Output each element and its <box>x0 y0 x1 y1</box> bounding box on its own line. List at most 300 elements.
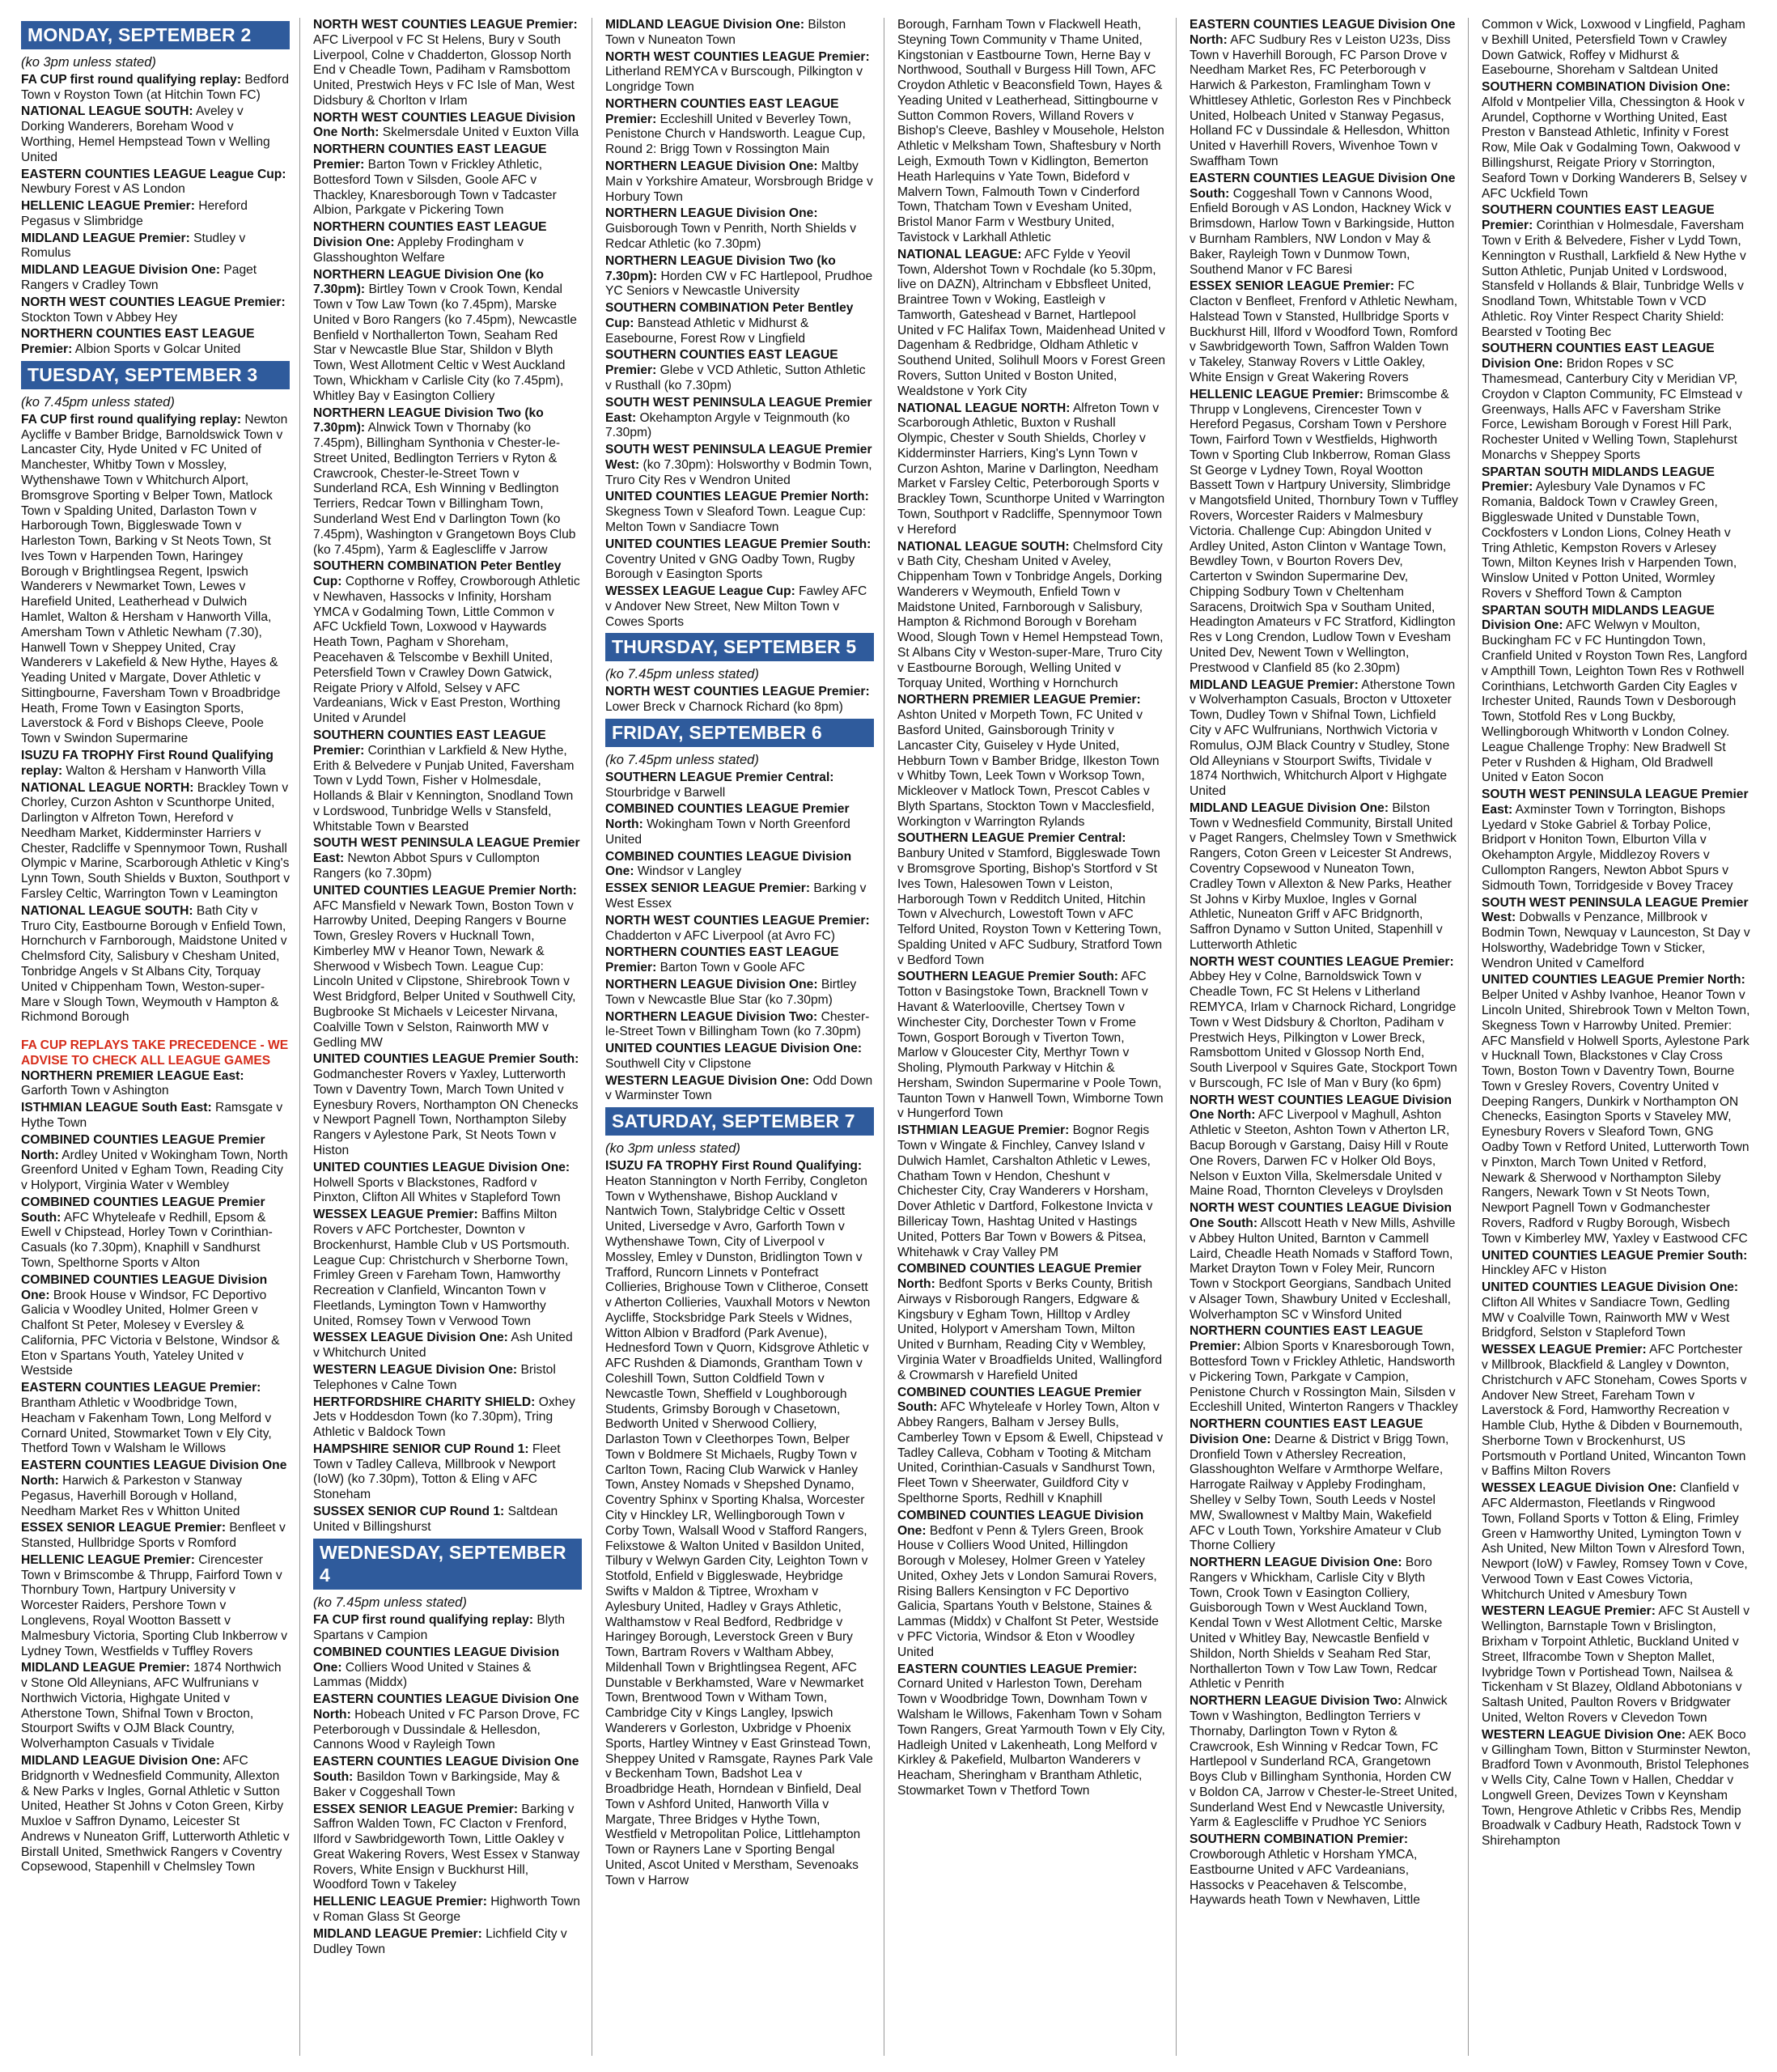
fixture-list: Newbury Forest v AS London <box>21 182 185 197</box>
fixture-entry <box>897 1509 1166 1661</box>
fixture-list: Chadderton v AFC Liverpool (at Avro FC) <box>605 928 835 943</box>
fixture-entry <box>21 1069 290 1100</box>
competition-heading: ISTHMIAN LEAGUE South East: <box>21 1101 212 1115</box>
competition-heading: ISTHMIAN LEAGUE Premier: <box>897 1123 1070 1138</box>
fixture-list: Hobeach United v FC Parson Drove, FC Peterborough v Dussindale & Hellesdon, Cannons Wood v Rayleigh Town <box>313 1707 580 1752</box>
competition-heading: SOUTHERN LEAGUE Premier Central: <box>605 770 834 784</box>
fixture-list: Barking v West Essex <box>605 881 867 911</box>
competition-heading: NORTHERN LEAGUE Division One: <box>605 159 818 174</box>
fixture-list: Wokingham Town v North Greenford United <box>605 817 850 847</box>
fixture-list: AEK Boco v Gillingham Town, Bitton v Sturminster Newton, Bradford Town v Avonmouth, Bristol Telephones v Wells City, Calne Town v Hallen, Cheddar v Longwell Green, Devizes Town v Keynsham Town, Hengrove Athletic v Cribbs Res, Mendip Broadwalk v Cadbury Heath, Radstock Town v Shirehampton <box>1482 1727 1751 1849</box>
competition-heading: COMBINED COUNTIES LEAGUE Premier South: <box>897 1385 1142 1415</box>
fixture-entry <box>313 1645 582 1691</box>
fixture-entry <box>1482 1280 1751 1341</box>
competition-heading: ESSEX SENIOR LEAGUE Premier: <box>21 1521 227 1535</box>
fixture-entry <box>605 396 874 441</box>
competition-heading: NATIONAL LEAGUE SOUTH: <box>21 104 193 119</box>
competition-heading: NORTHERN COUNTIES EAST LEAGUE Premier: <box>21 327 255 357</box>
fixture-list: Southwell City v Clipstone <box>605 1056 752 1071</box>
fixture-entry <box>605 771 874 801</box>
fixture-entry <box>897 831 1166 968</box>
fixture-entry <box>605 914 874 945</box>
competition-heading: COMBINED COUNTIES LEAGUE Premier North: <box>605 802 850 832</box>
fixture-entry <box>605 254 874 299</box>
fixture-list: AFC Sudbury Res v Leiston U23s, Diss Town v Haverhill Borough, FC Parson Drove v Needham Market Res, FC Peterborough v Harwich & Parkeston, Framlingham Town v Whittlesey Athletic, Gorleston Res v Pinchbeck United, Holbeach United v Stanway Pegasus, Holland FC v Dussindale & Hellesdon, Whitton United v Haverhill Rovers, Wivenhoe Town v Swaffham Town <box>1190 32 1452 169</box>
fixtures-column-1 <box>21 18 300 2056</box>
competition-heading: NATIONAL LEAGUE NORTH: <box>897 401 1071 415</box>
kickoff-note: (ko 7.45pm unless stated) <box>605 752 759 767</box>
fixture-list: Barton Town v Goole AFC <box>659 961 805 975</box>
fixture-list: Ashton United v Morpeth Town, FC United v Basford United, Gainsborough Trinity v Lancaster City, Guiseley v Hyde United, Hebburn Town v Bamber Bridge, Ilkeston Town v Whitby Town, Leek Town v Worksop Town, Mickleover v Matlock Town, Prescot Cables v Blyth Spartans, Stockton Town v Macclesfield, Workington v Warrington Rylands <box>897 708 1160 829</box>
fixture-entry <box>313 406 582 558</box>
fixture-list: Harwich & Parkeston v Stanway Pegasus, Haverhill Borough v Holland, Needham Market Res v Whitton United <box>21 1473 242 1518</box>
fixture-list: Chester-le-Street Town v Billingham Town (ko 7.30pm) <box>605 1009 870 1039</box>
fixture-list: Dobwalls v Penzance, Millbrook v Bodmin Town, Newquay v Launceston, St Day v Holsworthy, Wadebridge Town v Sticker, Wendron United v Camelford <box>1482 911 1750 970</box>
fixture-entry <box>21 1661 290 1752</box>
fixture-list: Atherstone Town v Wolverhampton Casuals, Brocton v Uttoxeter Town, Dudley Town v Shifnal Town, Lichfield City v AFC Wulfrunians, Northwich Victoria v Romulus, OJM Black Country v Studley, Stone Old Alleynians v Stourport Swifts, Tividale v 1874 Northwich, Whitchurch Alport v Highgate United <box>1190 677 1456 799</box>
fixture-list: Lichfield City v Dudley Town <box>313 1926 567 1956</box>
fixture-list: Godmanchester Rovers v Yaxley, Lutterworth Town v Daventry Town, March Town United v Eynesbury Rovers, Northampton ON Chenecks v Newport Pagnell Town, Northampton Sileby Rangers v Aylestone Park, St Neots Town v Histon <box>313 1068 579 1158</box>
competition-heading: NORTH WEST COUNTIES LEAGUE Division One North: <box>313 110 576 140</box>
competition-heading: NORTHERN LEAGUE Division Two (ko 7.30pm): <box>605 253 836 283</box>
fixture-list: Saltdean United v Billingshurst <box>313 1505 558 1534</box>
competition-heading: WESSEX LEAGUE League Cup: <box>605 584 795 599</box>
fixture-list: Barking v Saffron Walden Town, FC Clacton v Frenford, Ilford v Sawbridgeworth Town, Little Oakley v Great Wakering Rovers, West Essex v Stanway Rovers, White Ensign v Buckhurst Hill, Woodford Town v Takeley <box>313 1802 580 1892</box>
fixture-entry <box>1190 1417 1458 1554</box>
competition-heading: MIDLAND LEAGUE Premier: <box>21 231 190 245</box>
fixture-entry <box>313 1331 582 1361</box>
competition-heading: EASTERN COUNTIES LEAGUE League Cup: <box>21 167 286 181</box>
fixture-list: Glebe v VCD Athletic, Sutton Athletic v Rusthall (ko 7.30pm) <box>605 363 866 393</box>
fixture-list: Heaton Stannington v North Ferriby, Congleton Town v Wythenshawe, Bishop Auckland v Nantwich Town, Stalybridge Celtic v Ossett United, Liversedge v Avro, Garforth Town v Wythenshawe Town, City of Liverpool v Mossley, Emley v Dunston, Bridlington Town v Trafford, Runcorn Linnets v Pontefract Collieries, Brighouse Town v Clitheroe, Consett v Atherton Collieries, Vauxhall Motors v Newton Aycliffe, Stocksbridge Park Steels v Widnes, Witton Albion v Bradford (Park Avenue), Hednesford Town v Quorn, Kidsgrove Athletic v AFC Rushden & Diamonds, Grantham Town v Coleshill Town, Sutton Coldfield Town v Newcastle Town, Sheffield v Loughborough Students, Grimsby Borough v Chasetown, Bedworth United v Sherwood Colliery, Darlaston Town v Cleethorpes Town, Belper Town v Boldmere St Michaels, Rugby Town v Carlton Town, Racing Club Warwick v Hanley Town, Anstey Nomads v Shepshed Dynamo, Coventry Sphinx v Sporting Khalsa, Worcester City v Hinckley LR, Wellingborough Town v Corby Town, Walsall Wood v Stafford Rangers, Felixstowe & Walton United v Basildon United, Tilbury v Welwyn Garden City, Leighton Town v Stotfold, Enfield v Biggleswade, Heybridge Swifts v Maldon & Tiptree, Wroxham v Aylesbury United, Hadley v Grays Athletic, Walthamstow v Real Bedford, Redbridge v Haringey Borough, Leverstock Green v Bury Town, Bartram Rovers v Waltham Abbey, Mildenhall Town v Brightlingsea Regent, AFC Dunstable v Berkhamsted, Ware v Newmarket Town, Brentwood Town v Witham Town, Cambridge City v Kings Langley, Ipswich Wanderers v Gorleston, Uxbridge v Phoenix Sports, Hartley Wintney v East Grinstead Town, Sheppey United v Ramsgate, Raynes Park Vale v Beckenham Town, Badshot Lea v Broadbridge Heath, Horndean v Binfield, Deal Town v Ashford United, Hanworth Villa v Margate, Three Bridges v Hythe Town, Westfield v Metropolitan Police, Littlehampton Town or Rayners Lane v Sporting Bengal United, Ascot United v Merstham, Sevenoaks Town v Harrow <box>605 1174 873 1887</box>
competition-heading: NATIONAL LEAGUE SOUTH: <box>21 903 193 918</box>
fixture-list: Coventry United v GNG Oadby Town, Rugby Borough v Easington Sports <box>605 552 855 582</box>
competition-heading: NORTHERN LEAGUE Division One: <box>1190 1556 1402 1570</box>
fixture-entry <box>313 836 582 881</box>
fixture-entry <box>21 104 290 165</box>
competition-heading: UNITED COUNTIES LEAGUE Premier North: <box>1482 973 1745 987</box>
competition-heading: EASTERN COUNTIES LEAGUE Premier: <box>897 1662 1138 1676</box>
fixture-list: 1874 Northwich v Stone Old Alleynians, AFC Wulfrunians v Northwich Victoria, Highgate United v Atherstone Town, Shifnal Town v Brocton, Stourport Swifts v OJM Black Country, Wolverhampton Casuals v Tividale <box>21 1661 282 1751</box>
competition-heading: NORTHERN COUNTIES EAST LEAGUE Division One: <box>313 220 547 249</box>
competition-heading: MIDLAND LEAGUE Premier: <box>21 1661 190 1675</box>
kickoff-note: (ko 7.45pm unless stated) <box>21 394 175 410</box>
competition-heading: SOUTHERN COMBINATION Peter Bentley Cup: <box>313 559 562 589</box>
competition-heading: NORTHERN PREMIER LEAGUE Premier: <box>897 693 1141 707</box>
fixture-list: Bridon Ropes v SC Thamesmead, Canterbury City v Meridian VP, Croydon v Clapton Community, FC Elmstead v Greenways, Halls AFC v Faversham Strike Force, Lewisham Borough v Forest Hill Park, Rochester United v Welling Town, Staplehurst Monarchs v Sheppey Sports <box>1482 357 1743 462</box>
competition-heading: SOUTHERN LEAGUE Premier Central: <box>897 831 1126 846</box>
fixture-list: Stockton Town v Abbey Hey <box>21 310 178 325</box>
fixture-list: Brantham Athletic v Woodbridge Town, Heacham v Fakenham Town, Long Melford v Cornard United, Stowmarket Town v Ely City, Thetford Town v Walsham le Willows <box>21 1396 272 1456</box>
fixture-entry <box>313 1755 582 1800</box>
replay-warning: FA CUP REPLAYS TAKE PRECEDENCE - WE ADVISE TO CHECK ALL LEAGUE GAMES <box>21 1038 289 1068</box>
fixture-entry <box>313 1395 582 1441</box>
day-header: TUESDAY, SEPTEMBER 3 <box>21 361 290 389</box>
fixture-list: Dearne & District v Brigg Town, Dronfield Town v Athersley Recreation, Glasshoughton Welfare v Armthorpe Welfare, Harrogate Railway v Appleby Frodingham, Shelley v Selby Town, South Leeds v Nostel MW, Swallownest v Maltby Main, Wakefield AFC v Louth Town, Yorkshire Amateur v Club Thorne Colliery <box>1190 1432 1449 1553</box>
competition-heading: COMBINED COUNTIES LEAGUE Premier North: <box>21 1132 265 1162</box>
competition-heading: NORTH WEST COUNTIES LEAGUE Division One South: <box>1190 1201 1453 1230</box>
fixture-entry <box>21 168 290 198</box>
fixture-list: Bilston Town v Nuneaton Town <box>605 18 846 47</box>
fixture-list: Windsor v Langley <box>637 864 742 879</box>
competition-heading: HAMPSHIRE SENIOR CUP Round 1: <box>313 1441 529 1456</box>
fixtures-column-6 <box>1482 18 1761 2056</box>
fixture-list: AFC Liverpool v FC St Helens, Bury v South Liverpool, Colne v Chadderton, Glossop North End v Cheadle Town, Padiham v Ramsbottom United, Prestwich Heys v FC Isle of Man, West Didsbury & Chorlton v Irlam <box>313 32 575 108</box>
fixture-entry <box>897 970 1166 1122</box>
fixture-list: Banbury United v Stamford, Biggleswade Town v Bromsgrove Sporting, Bishop's Stortford v St Ives Town, Halesowen Town v Leiston, Harborough Town v Redditch United, Hitchin Town v Alvechurch, Lowestoft Town v AFC Telford United, Royston Town v Kettering Town, Spalding United v AFC Sudbury, Stratford Town v Bedford Town <box>897 847 1163 967</box>
fixture-list: Ardley United v Wokingham Town, North Greenford United v Egham Town, Reading City v Holyport, Virginia Water v Wembley <box>21 1148 288 1193</box>
fixture-entry <box>897 693 1166 830</box>
fixture-list: Skegness Town v Sleaford Town. League Cup: Melton Town v Sandiacre Town <box>605 505 866 534</box>
competition-heading: SOUTHERN LEAGUE Premier South: <box>897 970 1118 984</box>
competition-heading: NORTHERN LEAGUE Division Two: <box>605 1009 818 1024</box>
fixture-entry <box>313 142 582 219</box>
competition-heading: SPARTAN SOUTH MIDLANDS LEAGUE Division One: <box>1482 603 1715 633</box>
fixture-entry <box>1482 788 1751 894</box>
fixture-list: Birtley Town v Newcastle Blue Star (ko 7.30pm) <box>605 977 857 1007</box>
fixture-list: AFC Bridgnorth v Wednesfield Community, Allexton & New Parks v Ingles, Gornal Athletic v Sutton United, Heather St Johns v Coton Green, Kirby Muxloe v Saffron Dynamo, Leicester St Andrews v Nuneaton Griff, Lutterworth Athletic v Birstall United, Smethwick Rangers v Coventry Copsewood, Stapenhill v Chelmsley Town <box>21 1754 290 1875</box>
competition-heading: WESTERN LEAGUE Premier: <box>1482 1604 1656 1619</box>
fixture-entry <box>1482 1728 1751 1849</box>
fixture-entry <box>21 1553 290 1659</box>
fixture-entry <box>1190 678 1458 800</box>
fixture-entry <box>313 884 582 1051</box>
competition-heading: NORTHERN LEAGUE Division One (ko 7.30pm): <box>313 267 545 297</box>
competition-heading: NORTHERN LEAGUE Division One: <box>605 206 818 221</box>
competition-heading: EASTERN COUNTIES LEAGUE Division One South: <box>1190 171 1456 201</box>
fixture-entry <box>1482 896 1751 972</box>
fixture-list: Colliers Wood United v Staines & Lammas (Middx) <box>313 1660 532 1690</box>
fixture-list: Horden CW v FC Hartlepool, Prudhoe YC Seniors v Newcastle University <box>605 269 873 299</box>
fixture-entry <box>1190 18 1458 170</box>
fixture-list: Abbey Hey v Colne, Barnoldswick Town v Cheadle Town, FC St Helens v Litherland REMYCA, Irlam v Charnock Richard, Longridge Town v West Didsbury & Chorlton, Padiham v Prestwich Heys, Pilkington v Lower Breck, Ramsbottom United v Glossop North End, South Liverpool v Squires Gate, Stockport Town v Burscough, FC Isle of Man v Bury (ko 6pm) <box>1190 970 1457 1090</box>
fixture-list: Fawley AFC v Andover New Street, New Milton Town v Cowes Sports <box>605 584 867 629</box>
competition-heading: EASTERN COUNTIES LEAGUE Division One North: <box>1190 18 1456 47</box>
competition-heading: EASTERN COUNTIES LEAGUE Division One North: <box>313 1692 579 1722</box>
fixture-list: Chelmsford City v Bath City, Chesham United v Aveley, Chippenham Town v Tonbridge Angels, Dorking Wanderers v Weymouth, Enfield Town v Maidstone United, Farnborough v Salisbury, Hampton & Richmond Borough v Boreham Wood, Slough Town v Hemel Hempstead Town, St Albans City v Weston-super-Mare, Truro City v Eastbourne Borough, Welling United v Torquay United, Worthing v Hornchurch <box>897 539 1164 690</box>
fixture-list: Basildon Town v Barkingside, May & Baker v Coggeshall Town <box>313 1770 560 1799</box>
fixtures-column-4 <box>897 18 1177 2056</box>
competition-heading: COMBINED COUNTIES LEAGUE Premier South: <box>21 1195 265 1225</box>
fixture-list: Banstead Athletic v Midhurst & Easebourne, Forest Row v Lingfield <box>605 316 809 346</box>
competition-heading: NATIONAL LEAGUE: <box>897 247 1022 261</box>
fixture-list: Eccleshill United v Beverley Town, Penistone Church v Handsworth. League Cup, Round 2: Brigg Town v Rossington Main <box>605 112 866 157</box>
competition-heading: SOUTHERN COUNTIES EAST LEAGUE Premier: <box>605 348 838 378</box>
fixture-list: Bilston Town v Wednesfield Community, Birstall United v Paget Rangers, Chelmsley Town v Smethwick Rangers, Coton Green v Leicester St Andrews, Coventry Copsewood v Nuneaton Town, Cradley Town v Allexton & New Parks, Heather St Johns v Kirby Muxloe, Ingles v Gornal Athletic, Nuneaton Griff v AFC Bridgnorth, Saffron Dynamo v Sutton United, Stapenhill v Lutterworth Athletic <box>1190 800 1457 952</box>
fixture-entry <box>605 206 874 252</box>
fixture-list: AFC Portchester v Millbrook, Blackfield & Langley v Downton, Christchurch v AFC Stoneham, Cowes Sports v Andover New Street, Fareham Town v Laverstock & Ford, Hamworthy Recreation v Hamble Club, Hythe & Dibden v Bournemouth, Sherborne Town v Brockenhurst, US Portsmouth v Portland United, Wincanton Town v Baffins Milton Rovers <box>1482 1343 1747 1479</box>
fixture-entry <box>1190 1556 1458 1692</box>
competition-heading: HELLENIC LEAGUE Premier: <box>21 199 195 214</box>
competition-heading: COMBINED COUNTIES LEAGUE Division One: <box>21 1272 268 1302</box>
fixture-entry <box>605 490 874 535</box>
fixture-entry <box>313 1895 582 1926</box>
competition-heading: FA CUP first round qualifying replay: <box>21 72 242 87</box>
fixture-entry <box>313 1208 582 1329</box>
fixture-entry <box>605 443 874 488</box>
fixture-list: AFC Whyteleafe v Horley Town, Alton v Abbey Rangers, Balham v Jersey Bulls, Camberley Town v Epsom & Ewell, Chipstead v Tadley Calleva, Cobham v Tooting & Mitcham United, Corinthian-Casuals v Sandhurst Town, Fleet Town v Sheerwater, Guildford City v Spelthorne Sports, Redhill v Knaphill <box>897 1400 1164 1505</box>
fixture-entry <box>1482 1249 1751 1280</box>
fixture-entry <box>21 1133 290 1194</box>
competition-heading: ESSEX SENIOR LEAGUE Premier: <box>605 881 811 896</box>
fixture-entry <box>21 263 290 294</box>
competition-heading: HELLENIC LEAGUE Premier: <box>313 1895 487 1909</box>
competition-heading: ISUZU FA TROPHY First Round Qualifying replay: <box>21 749 274 778</box>
fixture-entry <box>605 301 874 346</box>
fixture-list: Litherland REMYCA v Burscough, Pilkington v Longridge Town <box>605 65 863 95</box>
fixture-list: Clifton All Whites v Sandiacre Town, Gedling MW v Coalville Town, Rainworth MW v West Bridgford, Selston v Stapleford Town <box>1482 1295 1730 1340</box>
fixture-list: Paget Rangers v Cradley Town <box>21 263 257 293</box>
fixture-entry <box>1190 172 1458 278</box>
fixture-entry <box>1190 388 1458 677</box>
competition-heading: ESSEX SENIOR LEAGUE Premier: <box>313 1802 519 1816</box>
fixture-list: AFC Mansfield v Newark Town, Boston Town v Harrowby United, Deeping Rangers v Bourne Town, Gresley Rovers v Hucknall Town, Kimberley MW v Heanor Town, Newark & Sherwood v Wisbech Town. League Cup: Lincoln United v Clipstone, Shirebrook Town v West Bridgford, Belper United v Southwell City, Bugbrooke St Michaels v Leicester Nirvana, Coalville Town v Selston, Rainworth MW v Gedling MW <box>313 898 576 1050</box>
competition-heading: WESSEX LEAGUE Division One: <box>1482 1481 1677 1496</box>
competition-heading: MIDLAND LEAGUE Division One: <box>21 1754 221 1768</box>
fixture-entry <box>21 1101 290 1132</box>
fixture-entry <box>313 1505 582 1535</box>
fixture-list: Allscott Heath v New Mills, Ashville v Abbey Hulton United, Barnton v Cammell Laird, Cheadle Heath Nomads v Stafford Town, Market Drayton Town v Foley Meir, Runcorn Town v Stockport Georgians, Sandbach United v Alsager Town, Shawbury United v Eccleshall, Wolverhampton SC v Winsford United <box>1190 1216 1456 1322</box>
fixture-entry <box>21 749 290 779</box>
kickoff-note: (ko 7.45pm unless stated) <box>605 667 759 682</box>
fixture-entry <box>21 904 290 1025</box>
competition-heading: NORTH WEST COUNTIES LEAGUE Premier: <box>605 685 870 699</box>
fixture-list: AFC Welwyn v Moulton, Buckingham FC v FC Huntingdon Town, Cranfield United v Royston Town Res, Langford v Ampthill Town, Leighton Town Res v Rothwell Corinthians, Letchworth Garden City Eagles v Irchester United, Raunds Town v Desborough Town, Stotfold Res v Long Buckby, Wellingborough Whitworth v London Colney. League Challenge Trophy: New Bradwell St Peter v Rushden & Higham, Old Bradwell United v Eaton Socon <box>1482 618 1748 785</box>
fixture-entry <box>313 220 582 265</box>
fixture-entry <box>21 199 290 230</box>
fixture-list: Aylesbury Vale Dynamos v FC Romania, Baldock Town v Crawley Green, Biggleswade United v Dunstable Town, Cockfosters v London Lions, Colney Heath v Tring Athletic, Kempston Rovers v Arlesey Town, Milton Keynes Irish v Harpenden Town, Winslow United v Potton United, Wormley Rovers v Shefford Town & Campton <box>1482 480 1737 601</box>
kickoff-note: (ko 3pm unless stated) <box>21 54 156 70</box>
competition-heading: WESSEX LEAGUE Premier: <box>313 1208 478 1222</box>
fixture-entry <box>897 401 1166 538</box>
competition-heading: UNITED COUNTIES LEAGUE Division One: <box>1482 1280 1739 1295</box>
kickoff-note: (ko 3pm unless stated) <box>605 1140 740 1156</box>
fixture-entry <box>1482 342 1751 463</box>
fixture-list: Aveley v Dorking Wanderers, Boreham Wood v Worthing, Hemel Hempstead Town v Welling United <box>21 104 270 164</box>
fixture-entry <box>313 728 582 834</box>
competition-heading: SOUTH WEST PENINSULA LEAGUE Premier East: <box>1482 788 1749 817</box>
fixture-entry <box>897 1386 1166 1507</box>
fixture-list: Brimscombe & Thrupp v Longlevens, Cirencester Town v Hereford Pegasus, Corsham Town v Pershore Town, Fairford Town v Westfields, Highworth Town v Sporting Club Inkberrow, Roman Glass St George v Lydney Town, Royal Wootton Bassett Town v Hartpury University, Slimbridge v Mangotsfield United, Thornbury Town v Tuffley Rovers, Worcester Raiders v Malmesbury Victoria. Challenge Cup: Abingdon United v Ardley United, Aston Clinton v Wantage Town, Bewdley Town, v Bourton Rovers Dev, Carterton v Swindon Supermarine Dev, Chipping Sodbury Town v Cheltenham Saracens, Droitwich Spa v Southam United, Headington Amateurs v FC Stratford, Kidlington Res v Long Crendon, Ludlow Town v Evesham United Dev, Newent Town v Wellington, Prestwood v Clanfield 85 (ko 2.30pm) <box>1190 387 1458 675</box>
fixture-list: Bedfont v Penn & Tylers Green, Brook House v Colliers Wood United, Hillingdon Borough v Molesey, Holmer Green v Yateley United, Oxhey Jets v London Samurai Rovers, Rising Ballers Kensington v FC Deportivo Galicia, Spartans Youth v Belstone, Staines & Lammas (Middx) v Chalfont St Peter, Westside v PFC Victoria, Windsor & Eton v Woodley United <box>897 1523 1159 1659</box>
fixture-entry <box>1190 1093 1458 1199</box>
competition-heading: FA CUP first round qualifying replay: <box>21 412 242 427</box>
fixture-entry <box>313 1692 582 1753</box>
day-header: MONDAY, SEPTEMBER 2 <box>21 21 290 49</box>
fixture-entry <box>21 295 290 326</box>
fixture-list: Alfold v Montpelier Villa, Chessington & Hook v Arundel, Copthorne v Worthing United, East Preston v Banstead Athletic, Infinity v Forest Row, Mile Oak v Godalming Town, Oakwood v Billingshurst, Reigate Priory v Storrington, Seaford Town v Dorking Wanderers B, Selsey v AFC Uckfield Town <box>1482 95 1747 201</box>
fixture-entry <box>605 1010 874 1041</box>
fixture-list: Common v Wick, Loxwood v Lingfield, Pagham v Bexhill United, Petersfield Town v Crawley Down Gatwick, Roffey v Midhurst & Easebourne, Shoreham v Saltdean United <box>1482 18 1745 78</box>
competition-heading: NORTHERN COUNTIES EAST LEAGUE Premier: <box>313 142 547 172</box>
competition-heading: NORTHERN COUNTIES EAST LEAGUE Premier: <box>1190 1324 1423 1354</box>
fixture-entry <box>1482 604 1751 786</box>
competition-heading: SUSSEX SENIOR CUP Round 1: <box>313 1505 505 1518</box>
fixture-list: Brackley Town v Chorley, Curzon Ashton v Scunthorpe United, Darlington v Alfreton Town, Hereford v Needham Market, Kidderminster Harriers v Chester, Radcliffe v Spennymoor Town, Rushall Olympic v Marine, Scarborough Athletic v King's Lynn Town, South Shields v Buxton, Southport v Farsley Celtic, Warrington Town v Leamington <box>21 780 291 902</box>
competition-heading: NORTHERN LEAGUE Division Two: <box>1190 1694 1402 1709</box>
fixture-entry <box>605 584 874 630</box>
competition-heading: COMBINED COUNTIES LEAGUE Division One: <box>605 849 852 879</box>
fixture-entry <box>313 111 582 142</box>
fixture-list: Albion Sports v Knaresborough Town, Bottesford Town v Frickley Athletic, Handsworth v Pickering Town, Parkgate v Campion, Penistone Church v Rossington Main, Silsden v Eccleshill United, Winterton Rangers v Thackley <box>1190 1340 1458 1415</box>
fixture-list: Crowborough Athletic v Horsham YMCA, Eastbourne United v AFC Vardeanians, Hassocks v Peacehaven & Telscombe, Haywards heath Town v Newhaven, Little <box>1190 1847 1420 1908</box>
competition-heading: UNITED COUNTIES LEAGUE Premier North: <box>605 490 869 504</box>
competition-heading: SOUTHERN COUNTIES EAST LEAGUE Division One: <box>1482 342 1715 372</box>
fixture-list: Brook House v Windsor, FC Deportivo Galicia v Woodley United, Holmer Green v Chalfont St Peter, Molesey v Eversley & California, PFC Victoria v Belstone, Windsor & Eton v Spartans Youth, Yateley United v Westside <box>21 1288 280 1378</box>
competition-heading: SOUTH WEST PENINSULA LEAGUE Premier West: <box>605 443 872 472</box>
fixture-list: Ramsgate v Hythe Town <box>21 1101 283 1130</box>
competition-heading: NORTH WEST COUNTIES LEAGUE Premier: <box>21 295 286 309</box>
fixture-list: Albion Sports v Golcar United <box>74 342 241 357</box>
fixture-list: Axminster Town v Torrington, Bishops Lyedard v Stoke Gabriel & Torbay Police, Bridport v Honiton Town, Elburton Villa v Okehampton Argyle, Middlezoy Rovers v Cullompton Rangers, Newton Abbot Spurs v Sidmouth Town, Torridgeside v Bovey Tracey <box>1482 802 1733 893</box>
competition-heading: NORTHERN LEAGUE Division One: <box>605 977 818 991</box>
fixture-entry <box>21 1521 290 1552</box>
competition-heading: MIDLAND LEAGUE Division One: <box>21 263 221 278</box>
competition-heading: UNITED COUNTIES LEAGUE Premier South: <box>1482 1248 1748 1263</box>
competition-heading: UNITED COUNTIES LEAGUE Premier North: <box>313 883 577 898</box>
fixture-list: AFC Liverpool v Maghull, Ashton Athletic v Steeton, Ashton Town v Atherton LR, Bacup Borough v Garstang, Daisy Hill v Route One Rovers, Darwen FC v Holker Old Boys, Nelson v Euxton Villa, Skelmersdale United v Maine Road, Thornton Cleveleys v Droylsden <box>1190 1108 1450 1199</box>
fixture-entry <box>605 50 874 96</box>
fixture-entry <box>605 97 874 158</box>
fixture-entry <box>605 159 874 205</box>
fixture-entry <box>1482 203 1751 340</box>
fixture-entry <box>313 1613 582 1644</box>
fixture-list: Stourbridge v Barwell <box>605 785 726 800</box>
fixture-entry <box>1482 18 1751 79</box>
fixture-entry <box>605 537 874 583</box>
fixture-list: Holwell Sports v Blackstones, Radford v Pinxton, Clifton All Whites v Stapleford Town <box>313 1175 561 1205</box>
fixture-entry <box>605 18 874 49</box>
competition-heading: NATIONAL LEAGUE SOUTH: <box>897 539 1070 554</box>
fixture-entry <box>897 1262 1166 1383</box>
fixture-entry <box>21 1458 290 1519</box>
fixture-entry <box>21 413 290 747</box>
fixture-entry <box>897 18 1166 246</box>
day-header: SATURDAY, SEPTEMBER 7 <box>605 1107 874 1136</box>
competition-heading: HELLENIC LEAGUE Premier: <box>1190 387 1363 401</box>
fixture-entry <box>21 1381 290 1457</box>
fixture-entry <box>1190 801 1458 953</box>
fixture-list: Bedfont Sports v Berks County, British Airways v Risborough Rangers, Edgware & Kingsbury v Egham Town, Hilltop v Ardley United, Holyport v Amersham Town, Milton United v Burnham, Reading City v Wembley, Virginia Water v Broadfields United, Wallingford & Crowmarsh v Harefield United <box>897 1277 1163 1382</box>
competition-heading: NORTH WEST COUNTIES LEAGUE Premier: <box>1190 954 1454 969</box>
fixture-list: Walton & Hersham v Hanworth Villa <box>66 763 266 778</box>
fixture-list: Odd Down v Warminster Town <box>605 1073 873 1103</box>
competition-heading: NORTHERN LEAGUE Division Two (ko 7.30pm): <box>313 405 544 435</box>
competition-heading: HERTFORDSHIRE CHARITY SHIELD: <box>313 1395 536 1409</box>
competition-heading: ISUZU FA TROPHY First Round Qualifying: <box>605 1159 863 1174</box>
competition-heading: UNITED COUNTIES LEAGUE Division One: <box>313 1160 570 1174</box>
fixture-list: Coggeshall Town v Cannons Wood, Enfield Borough v AS London, Hackney Wick v Brimsdown, Harlow Town v Barkingside, Hutton v Burnham Ramblers, NW London v May & Baker, Rayleigh Town v Dunmow Town, Southend Manor v FC Baresi <box>1190 186 1455 277</box>
competition-heading: WESSEX LEAGUE Premier: <box>1482 1343 1647 1357</box>
competition-heading: SOUTHERN COUNTIES EAST LEAGUE Premier: <box>1482 203 1715 233</box>
competition-heading: EASTERN COUNTIES LEAGUE Division One South: <box>313 1755 579 1784</box>
competition-heading: NORTHERN COUNTIES EAST LEAGUE Division One: <box>1190 1417 1423 1446</box>
fixture-list: Birtley Town v Crook Town, Kendal Town v Tow Law Town (ko 7.45pm), Marske United v Boro Rangers (ko 7.45pm), Newcastle Benfield v Northallerton Town, Seaham Red Star v Newcastle Blue Star, Shildon v Blyth Town, West Allotment Celtic v West Auckland Town, Whickham v Carlisle City (ko 7.45pm), Whitley Bay v Easington Colliery <box>313 282 577 403</box>
fixture-list: Garforth Town v Ashington <box>21 1084 169 1098</box>
fixture-list: Oxhey Jets v Hoddesdon Town (ko 7.30pm), Tring Athletic v Baldock Town <box>313 1395 575 1440</box>
fixture-entry <box>897 248 1166 400</box>
fixture-entry <box>605 1074 874 1105</box>
fixture-entry <box>1482 1604 1751 1726</box>
fixture-list: Corinthian v Holmesdale, Faversham Town v Erith & Belvedere, Fisher v Lydd Town, Kennington v Rusthall, Larkfield & New Hythe v Sutton Athletic, Punjab United v Lordswood, Stansfeld v Hollands & Blair, Tunbridge Wells v Snodland Town, Whitstable Town v VCD Athletic. Roy Vinter Respect Charity Shield: Bearsted v Tooting Bec <box>1482 219 1746 339</box>
competition-heading: SOUTH WEST PENINSULA LEAGUE Premier East: <box>605 395 872 425</box>
fixture-entry <box>1190 1832 1458 1909</box>
competition-heading: UNITED COUNTIES LEAGUE Division One: <box>605 1042 863 1056</box>
fixture-list: Skelmersdale United v Euxton Villa <box>382 125 579 140</box>
fixture-entry <box>313 1161 582 1206</box>
fixture-list: Bristol Telephones v Calne Town <box>313 1362 556 1392</box>
competition-heading: MIDLAND LEAGUE Premier: <box>313 1926 482 1941</box>
competition-heading: COMBINED COUNTIES LEAGUE Division One: <box>313 1645 560 1675</box>
fixture-entry <box>605 348 874 393</box>
fixture-entry <box>605 685 874 715</box>
fixture-list: Maltby Main v Yorkshire Amateur, Worsbrough Bridge v Horbury Town <box>605 159 873 204</box>
fixture-list: Baffins Milton Rovers v AFC Portchester, Downton v Brockenhurst, Hamble Club v US Portsmouth. League Cup: Christchurch v Sherborne Town, Frimley Green v Fareham Town, Hamworthy Recreation v Clanfield, Wincanton Town v Fleetlands, Lymington Town v Hamworthy United, Romsey Town v Verwood Town <box>313 1208 570 1328</box>
fixture-entry <box>1482 1343 1751 1480</box>
fixtures-column-5 <box>1190 18 1469 2056</box>
fixture-entry <box>605 850 874 881</box>
fixture-entry <box>21 73 290 104</box>
kickoff-note: (ko 7.45pm unless stated) <box>313 1595 467 1611</box>
competition-heading: WESTERN LEAGUE Division One: <box>1482 1727 1686 1742</box>
fixture-entry <box>1190 1324 1458 1416</box>
fixture-list: Bath City v Truro City, Eastbourne Borough v Enfield Town, Hornchurch v Farnborough, Maidstone United v Chelmsford City, Salisbury v Chesham United, Tonbridge Angels v St Albans City, Torquay United v Chippenham Town, Weston-super-Mare v Slough Town, Weymouth v Hampton & Richmond Borough <box>21 903 287 1025</box>
competition-heading: WESSEX LEAGUE Division One: <box>313 1331 508 1345</box>
fixture-list: Barton Town v Frickley Athletic, Bottesford Town v Silsden, Goole AFC v Thackley, Knaresborough Town v Tadcaster Albion, Parkgate v Pickering Town <box>313 158 557 218</box>
fixture-list: Alnwick Town v Thornaby (ko 7.45pm), Billingham Synthonia v Chester-le-Street United, Bedlington Terriers v Ryton & Crawcrook, Chester-le-Street Town v Sunderland RCA, Esh Winning v Bedlington Terriers, Redcar Town v Billingham Town, Sunderland West End v Darlington Town (ko 7.45pm), Washington v Grangetown Boys Club (ko 7.45pm), Yarm & Eaglescliffe v Jarrow <box>313 421 576 557</box>
fixture-list: Bognor Regis Town v Wingate & Finchley, Canvey Island v Dulwich Hamlet, Carshalton Athletic v Lewes, Chatham Town v Hendon, Cheshunt v Chichester City, Cray Wanderers v Horsham, Dover Athletic v Dartford, Folkestone Invicta v Billericay Town, Hashtag United v Hastings United, Potters Bar Town v Bowers & Pitsea, Whitehawk v Cray Valley PM <box>897 1123 1153 1259</box>
fixture-entry <box>21 1273 290 1379</box>
fixture-entry <box>313 18 582 109</box>
fixture-entry <box>1482 973 1751 1246</box>
fixture-list: AFC St Austell v Wellington, Barnstaple Town v Brislington, Brixham v Torpoint Athletic, Buckland United v Street, Ilfracombe Town v Shepton Mallet, Ivybridge Town v Portishead Town, Nailsea & Tickenham v St Blazey, Oldland Abbotonians v Saltash United, Paulton Rovers v Bridgwater United, Welton Rovers v Clevedon Town <box>1482 1604 1750 1725</box>
competition-heading: SOUTHERN COMBINATION Division One: <box>1482 80 1731 95</box>
fixture-list: Hereford Pegasus v Slimbridge <box>21 199 248 228</box>
competition-heading: SOUTH WEST PENINSULA LEAGUE Premier East: <box>313 836 580 866</box>
fixture-entry <box>313 1052 582 1158</box>
competition-heading: NORTH WEST COUNTIES LEAGUE Premier: <box>313 18 578 32</box>
fixture-entry <box>1482 80 1751 202</box>
competition-heading: COMBINED COUNTIES LEAGUE Premier North: <box>897 1262 1142 1292</box>
fixture-list: Borough, Farnham Town v Flackwell Heath, Steyning Town Community v Thame United, Kingstonian v Eastbourne Town, Herne Bay v Northwood, Southall v Burgess Hill Town, AFC Croydon Athletic v Beaconsfield Town, Hayes & Yeading United v Leatherhead, Sittingbourne v Sutton Common Rovers, Willand Rovers v Bishop's Cleeve, Bashley v Mousehole, Helston Athletic v Melksham Town, Shaftesbury v North Leigh, Exmouth Town v Kidlington, Bemerton Heath Harlequins v Yate Town, Bideford v Malvern Town, Falmouth Town v Cinderford Town, Thatcham Town v Evesham United, Bristol Manor Farm v Westbury United, Tavistock v Larkhall Athletic <box>897 18 1164 244</box>
fixture-entry <box>1482 465 1751 602</box>
fixture-list: Copthorne v Roffey, Crowborough Athletic v Newhaven, Hassocks v Infinity, Horsham YMCA v Godalming Town, Little Common v AFC Uckfield Town, Loxwood v Haywards Heath Town, Pagham v Shoreham, Peacehaven & Telscombe v Bexhill United, Petersfield Town v Crawley Down Gatwick, Reigate Priory v Alfold, Selsey v AFC Vardeanians, Wick v East Preston, Worthing United v Arundel <box>313 575 580 726</box>
fixture-entry <box>897 1123 1166 1260</box>
fixture-list: AFC Fylde v Yeovil Town, Aldershot Town v Rochdale (ko 5.30pm, live on DAZN), Altrincham v Ebbsfleet United, Braintree Town v Woking, Eastleigh v Tamworth, Gateshead v Barnet, Hartlepool United v FC Halifax Town, Maidenhead United v Dagenham & Redbridge, Oldham Athletic v Southend United, Solihull Moors v Forest Green Rovers, Sutton United v Boston United, Wealdstone v York City <box>897 247 1166 398</box>
fixture-entry <box>313 1927 582 1958</box>
fixture-entry <box>605 1042 874 1072</box>
fixture-list: Fleet Town v Tadley Calleva, Millbrook v Newport (IoW) (ko 7.30pm), Totton & Eling v AFC Stoneham <box>313 1441 561 1502</box>
fixture-list: FC Clacton v Benfleet, Frenford v Athletic Newham, Halstead Town v Stansted, Hullbridge Sports v Buckhurst Hill, Ilford v Woodford Town, Romford v Sawbridgeworth Town, Saffron Walden Town v Takeley, Stanway Rovers v Little Oakley, White Ensign v Great Wakering Rovers <box>1190 279 1458 384</box>
fixture-list: Alnwick Town v Washington, Bedlington Terriers v Thornaby, Darlington Town v Ryton & Crawcrook, Esh Winning v Redcar Town, FC Hartlepool v Sunderland RCA, Grangetown Boys Club v Billingham Synthonia, Horden CW v Boldon CA, Jarrow v Chester-le-Street United, Sunderland West End v Newcastle University, Yarm & Eaglescliffe v Prudhoe YC Seniors <box>1190 1694 1458 1830</box>
fixture-list: Guisborough Town v Penrith, North Shields v Redcar Athletic (ko 7.30pm) <box>605 222 857 251</box>
fixture-list: Studley v Romulus <box>21 231 246 261</box>
fixture-list: Blyth Spartans v Campion <box>313 1613 566 1642</box>
fixture-entry <box>21 1754 290 1875</box>
competition-heading: NORTHERN PREMIER LEAGUE East: <box>21 1068 244 1083</box>
competition-heading: SOUTHERN COMBINATION Premier: <box>1190 1832 1409 1847</box>
fixture-entry <box>605 802 874 847</box>
fixture-list: Newton Abbot Spurs v Cullompton Rangers (ko 7.30pm) <box>313 851 540 881</box>
competition-heading: WESTERN LEAGUE Division One: <box>313 1362 518 1377</box>
competition-heading: NORTHERN COUNTIES EAST LEAGUE Premier: <box>605 96 839 126</box>
fixture-list: Appleby Frodingham v Glasshoughton Welfare <box>313 235 524 265</box>
fixture-list: Newton Aycliffe v Bamber Bridge, Barnoldswick Town v Lancaster City, Hyde United v FC United of Manchester, Whitby Town v Mossley, Wythenshawe Town v Whitchurch Alport, Bromsgrove Sporting v Belper Town, Matlock Town v Spalding United, Darlaston Town v Harborough Town, Biggleswade Town v Harleston Town, Barking v St Neots Town, St Ives Town v Harpenden Town, Haringey Borough v Brightlingsea Regent, Ipswich Wanderers v Newmarket Town, Lewes v Harefield United, Leatherhead v Dulwich Hamlet, Walton & Hersham v Hanworth Villa, Amersham Town v Athletic Newham (7.30), Hanwell Town v Sheppey United, Cray Wanderers v Lakefield & New Hythe, Hayes & Yeading United v Margate, Dover Athletic v Sittingbourne, Faversham Town v Broadbridge Heath, Frome Town v Easington Sports, Laverstock & Ford v Bishops Cleeve, Poole Town v Swindon Supermarine <box>21 412 288 746</box>
fixture-list: Boro Rangers v Whickham, Carlisle City v Blyth Town, Crook Town v Easington Colliery, Guisborough Town v West Auckland Town, Kendal Town v West Allotment Celtic, Marske United v Whitley Bay, Newcastle Benfield v Shildon, North Shields v Seaham Red Star, Northallerton Town v Tow Law Town, Redcar Athletic v Penrith <box>1190 1556 1443 1692</box>
day-header: FRIDAY, SEPTEMBER 6 <box>605 719 874 747</box>
competition-heading: SOUTH WEST PENINSULA LEAGUE Premier West: <box>1482 895 1749 925</box>
day-header: WEDNESDAY, SEPTEMBER 4 <box>313 1539 582 1590</box>
